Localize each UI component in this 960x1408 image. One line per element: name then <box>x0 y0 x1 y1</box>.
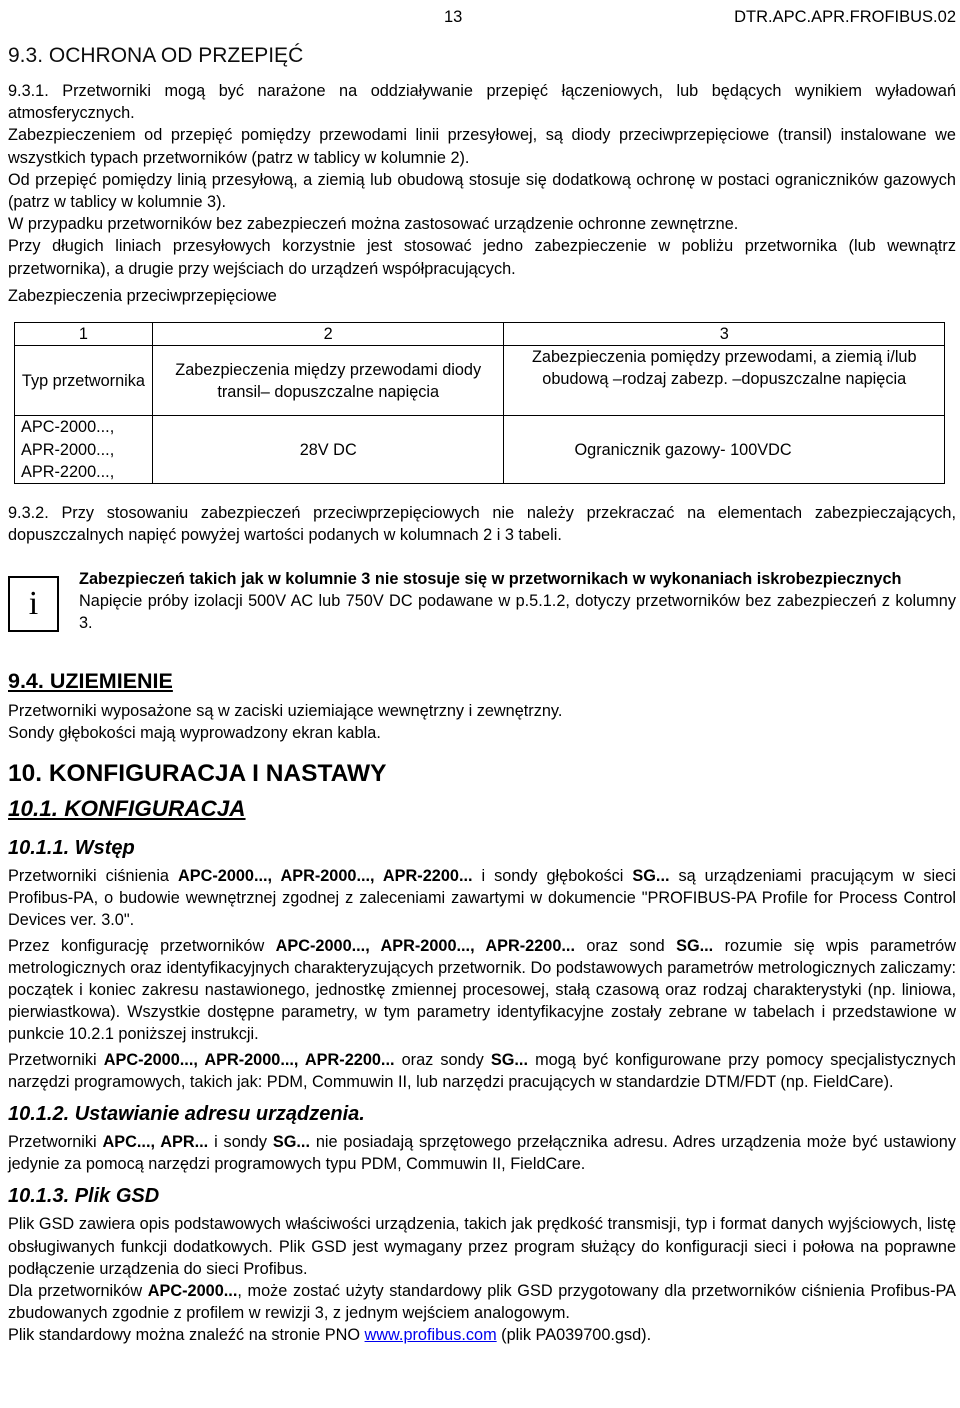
section-9-4-title: 9.4. UZIEMIENIE <box>8 669 173 693</box>
table-cell-voltage: 28V DC <box>152 416 504 484</box>
probe-model: SG... <box>490 1050 528 1069</box>
text-run: są urządzeniami pracującym w sieci Profibus-PA, o budowie wewnętrznej zgodnej z zaleceniami zawartymi w dokumencie "PROFIBUS-PA Profile for Process Control Devices ver. 3.0". <box>8 867 956 930</box>
probe-model: SG... <box>632 867 670 885</box>
text-run: Przetworniki ciśnienia <box>8 867 178 885</box>
paragraph-cable-shield: Sondy głębokości mają wyprowadzony ekran kabla. <box>8 724 381 743</box>
page-header <box>4 6 956 30</box>
device-models: APC-2000..., APR-2000..., APR-2200... <box>177 867 473 885</box>
page-number: 13 <box>444 8 463 26</box>
table-row-headers <box>15 346 945 416</box>
text-run: Przetworniki <box>8 1050 104 1069</box>
protection-table <box>14 322 945 484</box>
section-10-1-3-title: 10.1.3. Plik GSD <box>8 1185 160 1208</box>
table-cell-arrester: Ogranicznik gazowy- 100VDC <box>504 416 945 484</box>
table-col-number: 3 <box>504 323 945 346</box>
section-10 <box>8 757 956 1347</box>
text-run: , może zostać użyty standardowy plik GSD przygotowany dla przetworników ciśnienia Profibus-PA zbudowanych zgodnie z profilem w rewizji 3, z jednym wejściem analogowym. <box>8 1282 956 1323</box>
device-models: APC-2000..., APR-2000..., APR-2200... <box>275 936 575 955</box>
table-caption: Zabezpieczenia przeciwprzepięciowe <box>8 286 277 305</box>
device-models: APC..., APR... <box>102 1133 209 1152</box>
table-cell-device-types: APC-2000..., APR-2000..., APR-2200..., <box>15 416 153 484</box>
paragraph-gsd-download <box>8 1324 956 1346</box>
paragraph-intro <box>8 865 956 932</box>
paragraph-grounding-terminals: Przetworniki wyposażone są w zaciski uziemiające wewnętrzny i zewnętrzny. <box>8 702 563 720</box>
info-icon: i <box>8 576 59 632</box>
text-run: mogą być konfigurowane przy pomocy specjalistycznych narzędzi programowych, takich jak: PDM, Commuwin II, lub narzędzi pracujących w standardzie DTM/FDT (np. FieldCare). <box>8 1050 956 1091</box>
text-run: rozumie się wpis parametrów metrologicznych oraz identyfikacyjnych charakteryzujących przetwornik. Do podstawowych parametrów metrologicznych zaliczamy: początek i koniec zakresu nastawionego, jednostkę zmiennej procesowej, stałą czasową oraz rodzaj charakterystyki (np. liniowa, pierwiastkowa). Wszystkie dostępne parametry, w tym parametry identyfikacyjne zostały zebrane w tabelach i przedstawione w punkcie 10.2.1 poniższej instrukcji. <box>8 936 956 1044</box>
info-note <box>79 568 956 635</box>
table-col-number: 2 <box>152 323 504 346</box>
paragraph-transil: Zabezpieczeniem od przepięć pomiędzy przewodami linii przesyłowej, są diody przeciwprzepięciowe (transil) instalowane we wszystkich typach przetworników (patrz w tablicy w kolumnie 2). <box>8 126 956 167</box>
section-10-title: 10. KONFIGURACJA I NASTAWY <box>8 760 387 787</box>
text-run: i sondy głębokości <box>472 867 633 885</box>
paragraph-address <box>8 1131 956 1175</box>
paragraph-configuration <box>8 935 956 1046</box>
paragraph-9-3-2: 9.3.2. Przy stosowaniu zabezpieczeń przeciwprzepięciowych nie należy przekraczać na elementach zabezpieczających, dopuszczalnych napięć powyżej wartości podanych w kolumnach 2 i 3 tabeli. <box>8 504 956 545</box>
text-run: Plik standardowy można znaleźć na stronie PNO <box>8 1326 365 1345</box>
table-col-number: 1 <box>15 323 153 346</box>
table-header-cell: Zabezpieczenia pomiędzy przewodami, a ziemią i/lub obudową –rodzaj zabezp. –dopuszczalne napięcia <box>504 346 945 416</box>
probe-model: SG... <box>676 936 714 955</box>
paragraph-gsd-file: Plik GSD zawiera opis podstawowych właściwości urządzenia, takich jak prędkość transmisji, typ i format danych wyjściowych, listę obsługiwanych funkcji dodatkowych. Plik GSD jest wymagany przez program służący do konfiguracji sieci i połowa na poprawne podłączenie urządzenia do sieci Profibus. <box>8 1215 956 1278</box>
paragraph-long-lines: Przy długich liniach przesyłowych korzystnie jest stosować jedno zabezpieczenie w pobliżu przetwornika (lub wewnątrz przetwornika), a drugie przy wejściach do urządzeń współpracujących. <box>8 237 956 278</box>
text-run: (plik PA039700.gsd). <box>496 1326 652 1345</box>
paragraph-external-protection: W przypadku przetworników bez zabezpieczeń można zastosować urządzenie ochronne zewnętrzne. <box>8 215 739 234</box>
info-note-bold: Zabezpieczeń takich jak w kolumnie 3 nie stosuje się w przetwornikach w wykonaniach iskrobezpiecznych <box>79 570 902 588</box>
table-row-col-numbers <box>15 323 945 346</box>
section-9-4 <box>8 666 956 744</box>
section-10-1-2-title: 10.1.2. Ustawianie adresu urządzenia. <box>8 1103 365 1126</box>
section-9-3-title: 9.3. OCHRONA OD PRZEPIĘĆ <box>8 44 304 67</box>
paragraph-tools <box>8 1049 956 1093</box>
paragraph-gas-arresters: Od przepięć pomiędzy linią przesyłową, a ziemią lub obudową stosuje się dodatkową ochronę w postaci ograniczników gazowych (patrz w tablicy w kolumnie 3). <box>8 170 956 212</box>
text-run: oraz sondy <box>394 1050 491 1069</box>
doc-code: DTR.APC.APR.FROFIBUS.02 <box>734 8 956 26</box>
text-run: Przez konfigurację przetworników <box>8 936 276 955</box>
table-header-cell: Zabezpieczenia między przewodami diody transil– dopuszczalne napięcia <box>152 346 504 416</box>
text-run: Przetworniki <box>8 1133 103 1152</box>
paragraph-gsd-standard <box>8 1280 956 1324</box>
text-run: Dla przetworników <box>8 1282 148 1301</box>
paragraph-9-3-1: 9.3.1. Przetworniki mogą być narażone na oddziaływanie przepięć łączeniowych, lub będących wynikiem wyładowań atmosferycznych. <box>8 82 956 123</box>
device-models: APC-2000... <box>147 1282 238 1301</box>
profibus-link[interactable]: www.profibus.com <box>364 1326 497 1345</box>
info-note-text: Napięcie próby izolacji 500V AC lub 750V DC podawane w p.5.1.2, dotyczy przetworników bez zabezpieczeń z kolumny 3. <box>79 592 956 633</box>
section-10-1-1-title: 10.1.1. Wstęp <box>8 837 135 859</box>
section-9-3-body <box>8 80 956 307</box>
section-10-1-title: 10.1. KONFIGURACJA <box>8 796 246 821</box>
device-models: APC-2000..., APR-2000..., APR-2200... <box>103 1050 395 1069</box>
probe-model: SG... <box>272 1133 310 1152</box>
table-header-cell: Typ przetwornika <box>15 346 153 416</box>
table-row <box>15 416 945 484</box>
text-run: nie posiadają sprzętowego przełącznika adresu. Adres urządzenia może być ustawiony jedynie za pomocą narzędzi programowych typu PDM, Commuwin II, FieldCare. <box>8 1133 956 1174</box>
text-run: i sondy <box>208 1133 273 1152</box>
text-run: oraz sond <box>574 936 677 955</box>
